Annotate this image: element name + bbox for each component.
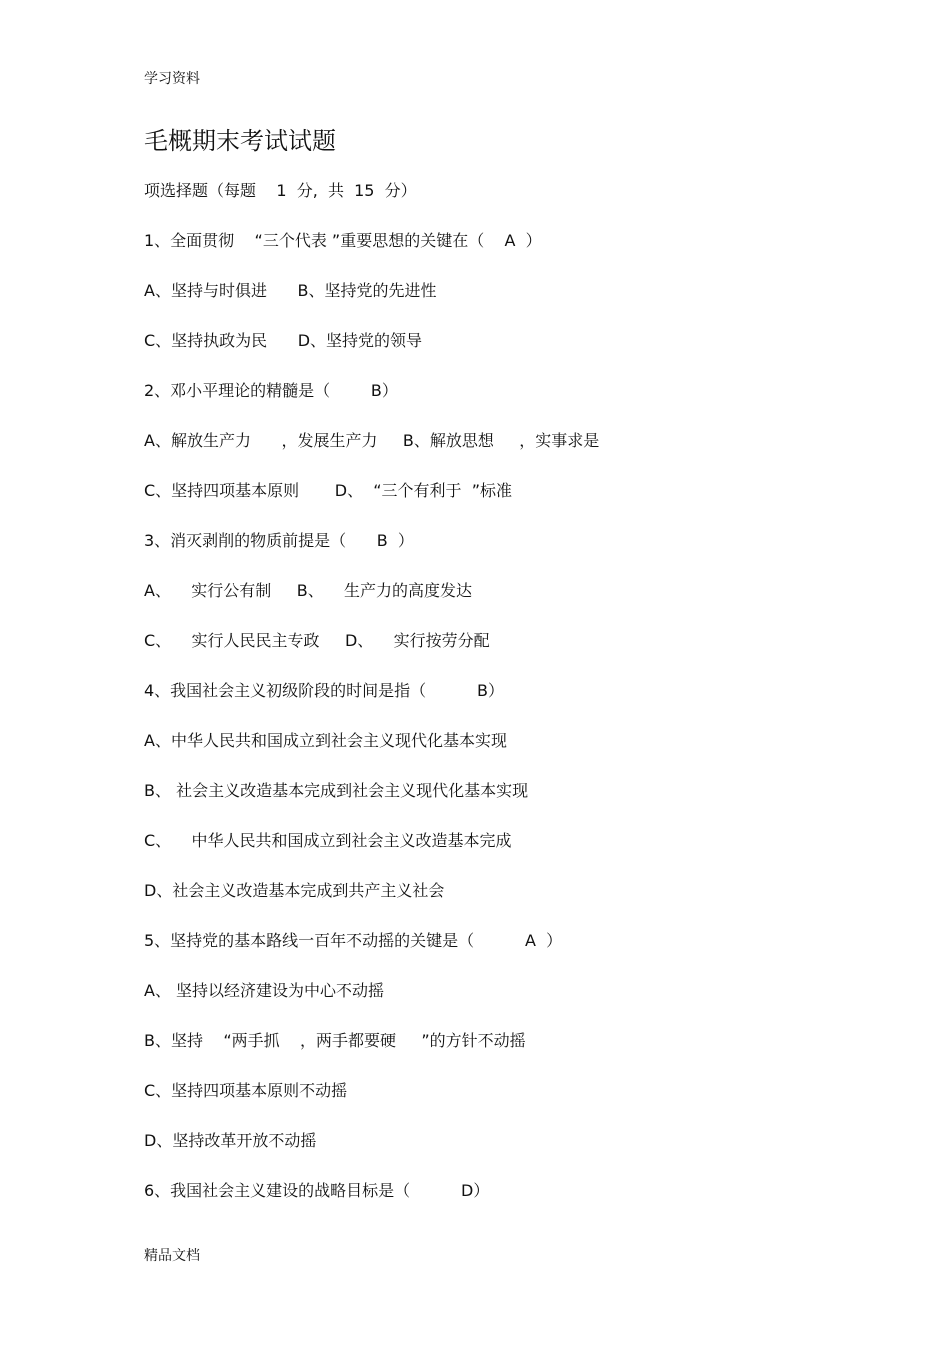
question-4-option-b: B、 社会主义改造基本完成到社会主义现代化基本实现 — [144, 781, 529, 800]
question-5: 5、坚持党的基本路线一百年不动摇的关键是（ A ） — [144, 931, 563, 950]
question-2: 2、邓小平理论的精髓是（ B） — [144, 381, 398, 400]
question-4-option-c: C、 中华人民共和国成立到社会主义改造基本完成 — [144, 831, 512, 850]
question-4-option-a: A、中华人民共和国成立到社会主义现代化基本实现 — [144, 731, 507, 750]
section-heading: 项选择题（每题 1 分, 共 15 分） — [144, 181, 417, 200]
question-5-option-d: D、坚持改革开放不动摇 — [144, 1131, 317, 1150]
question-5-option-a: A、 坚持以经济建设为中心不动摇 — [144, 981, 385, 1000]
question-5-option-b: B、坚持 “两手抓 ，两手都要硬 ”的方针不动摇 — [144, 1031, 526, 1050]
question-4: 4、我国社会主义初级阶段的时间是指（ B） — [144, 681, 505, 700]
question-3: 3、消灭剥削的物质前提是（ B ） — [144, 531, 414, 550]
question-3-options-ab: A、 实行公有制 B、 生产力的高度发达 — [144, 581, 473, 600]
question-2-options-cd: C、坚持四项基本原则 D、 “三个有利于 ”标准 — [144, 481, 513, 500]
page-header-label: 学习资料 — [144, 71, 200, 87]
document-title: 毛概期末考试试题 — [144, 127, 336, 155]
question-3-options-cd: C、 实行人民民主专政 D、 实行按劳分配 — [144, 631, 490, 650]
question-4-option-d: D、社会主义改造基本完成到共产主义社会 — [144, 881, 445, 900]
question-6: 6、我国社会主义建设的战略目标是（ D） — [144, 1181, 490, 1200]
question-1: 1、全面贯彻 “三个代表 ”重要思想的关键在（ A ） — [144, 231, 542, 250]
question-1-options-cd: C、坚持执政为民 D、坚持党的领导 — [144, 331, 423, 350]
page-footer-label: 精品文档 — [144, 1248, 200, 1264]
question-5-option-c: C、坚持四项基本原则不动摇 — [144, 1081, 348, 1100]
question-1-options-ab: A、坚持与时俱进 B、坚持党的先进性 — [144, 281, 437, 300]
question-2-options-ab: A、解放生产力 ，发展生产力 B、解放思想 ，实事求是 — [144, 431, 600, 450]
question-list — [144, 180, 599, 1230]
